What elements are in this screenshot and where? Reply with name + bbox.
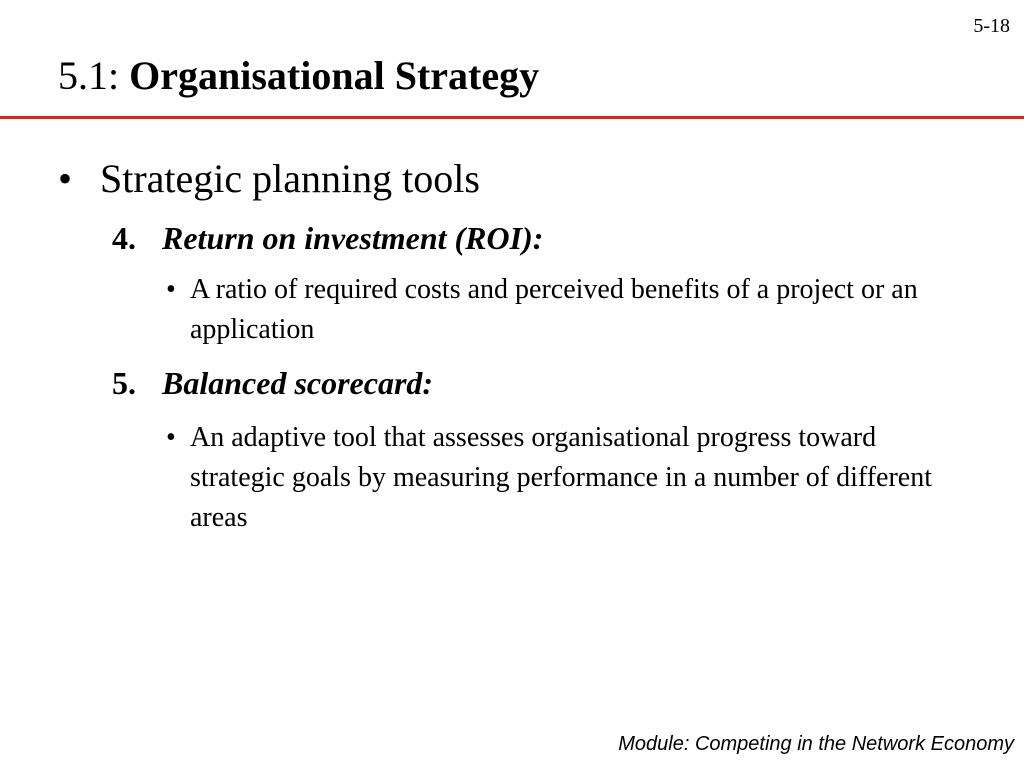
item-heading: Return on investment (ROI):	[162, 220, 544, 256]
bullet-icon: •	[166, 274, 176, 305]
item-number: 4.	[112, 220, 136, 256]
title-main: Organisational Strategy	[129, 53, 540, 98]
top-bullet	[58, 154, 480, 204]
footer-module-label: Module: Competing in the Network Economy	[618, 733, 1014, 755]
sub-bullet-roi	[166, 270, 946, 350]
item-heading: Balanced scorecard:	[162, 365, 434, 401]
numbered-item-roi	[112, 218, 543, 258]
bullet-icon: •	[166, 422, 176, 453]
title-divider	[0, 116, 1024, 119]
sub-bullet-balanced-scorecard	[166, 418, 946, 538]
numbered-item-balanced-scorecard	[112, 363, 433, 403]
sub-bullet-text: A ratio of required costs and perceived benefits of a project or an application	[190, 274, 918, 345]
bullet-icon: •	[58, 156, 73, 201]
sub-bullet-text: An adaptive tool that assesses organisational progress toward strategic goals by measuring performance in a number of different areas	[190, 422, 932, 533]
item-number: 5.	[112, 365, 136, 401]
slide-title	[58, 50, 539, 102]
title-prefix: 5.1:	[58, 53, 120, 98]
top-bullet-text: Strategic planning tools	[100, 156, 480, 201]
slide-number: 5-18	[973, 15, 1010, 37]
